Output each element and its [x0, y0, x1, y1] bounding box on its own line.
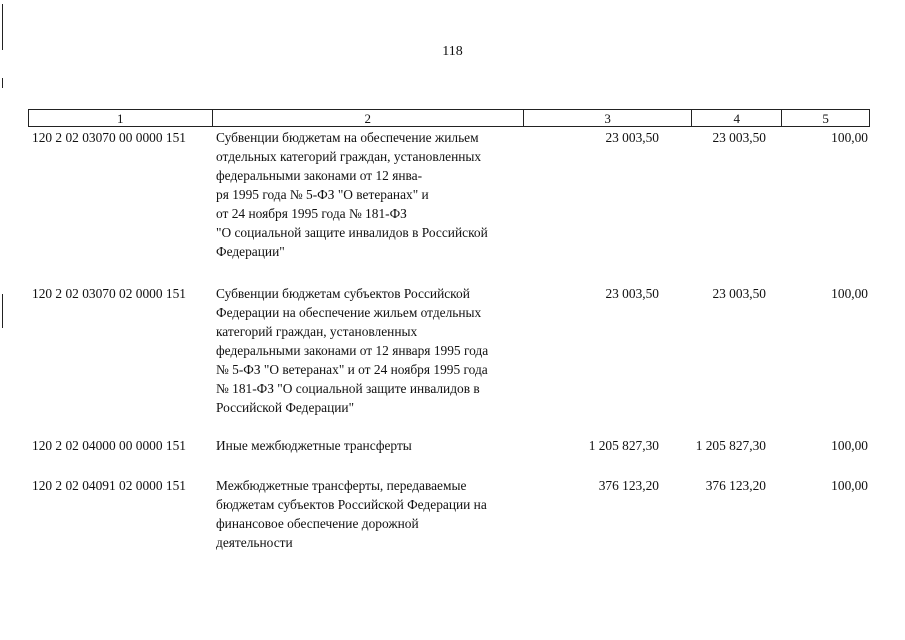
description-line: № 181-ФЗ "О социальной защите инвалидов в	[216, 381, 480, 396]
description-line: № 5-ФЗ "О ветеранах" и от 24 ноября 1995 года	[216, 362, 488, 377]
budget-code: 120 2 02 03070 02 0000 151	[32, 286, 186, 301]
value-col-4: 23 003,50	[712, 130, 766, 145]
description-line: деятельности	[216, 535, 293, 550]
row-description	[216, 436, 534, 455]
table-header	[28, 109, 870, 127]
description-line: ря 1995 года № 5-ФЗ "О ветеранах" и	[216, 187, 429, 202]
value-col-4: 1 205 827,30	[695, 438, 766, 453]
description-line: Межбюджетные трансферты, передаваемые	[216, 478, 467, 493]
value-col-3: 23 003,50	[605, 130, 659, 145]
budget-code: 120 2 02 03070 00 0000 151	[32, 130, 186, 145]
row-description	[216, 128, 534, 261]
description-line: бюджетам субъектов Российской Федерации на	[216, 497, 487, 512]
description-line: Федерации"	[216, 244, 285, 259]
description-line: федеральными законами от 12 января 1995 года	[216, 343, 489, 358]
description-line: Субвенции бюджетам субъектов Российской	[216, 286, 470, 301]
value-col-5: 100,00	[831, 438, 868, 453]
value-col-4: 23 003,50	[712, 286, 766, 301]
margin-mark	[2, 78, 3, 88]
value-col-4: 376 123,20	[705, 478, 766, 493]
budget-code: 120 2 02 04091 02 0000 151	[32, 478, 186, 493]
page-number: 118	[442, 44, 463, 59]
value-col-5: 100,00	[831, 286, 868, 301]
value-col-3: 1 205 827,30	[588, 438, 659, 453]
description-line: Иные межбюджетные трансферты	[216, 438, 412, 453]
column-header-5: 5	[822, 111, 829, 126]
value-col-3: 376 123,20	[598, 478, 659, 493]
description-line: Субвенции бюджетам на обеспечение жильем	[216, 130, 479, 145]
column-header-4: 4	[692, 110, 782, 126]
margin-mark	[2, 294, 3, 328]
value-col-5: 100,00	[831, 478, 868, 493]
row-description	[216, 284, 534, 417]
row-description	[216, 476, 534, 552]
column-header-2: 2	[213, 110, 524, 126]
column-header-1: 1	[29, 110, 213, 126]
description-line: федеральными законами от 12 янва-	[216, 168, 423, 183]
description-line: Федерации на обеспечение жильем отдельных	[216, 305, 482, 320]
column-header-3: 3	[524, 110, 693, 126]
description-line: отдельных категорий граждан, установленных	[216, 149, 482, 164]
description-line: Российской Федерации"	[216, 400, 355, 415]
value-col-5: 100,00	[831, 130, 868, 145]
budget-code: 120 2 02 04000 00 0000 151	[32, 438, 186, 453]
value-col-3: 23 003,50	[605, 286, 659, 301]
description-line: финансовое обеспечение дорожной	[216, 516, 419, 531]
description-line: категорий граждан, установленных	[216, 324, 418, 339]
description-line: от 24 ноября 1995 года № 181-ФЗ	[216, 206, 407, 221]
description-line: "О социальной защите инвалидов в Российской	[216, 225, 488, 240]
